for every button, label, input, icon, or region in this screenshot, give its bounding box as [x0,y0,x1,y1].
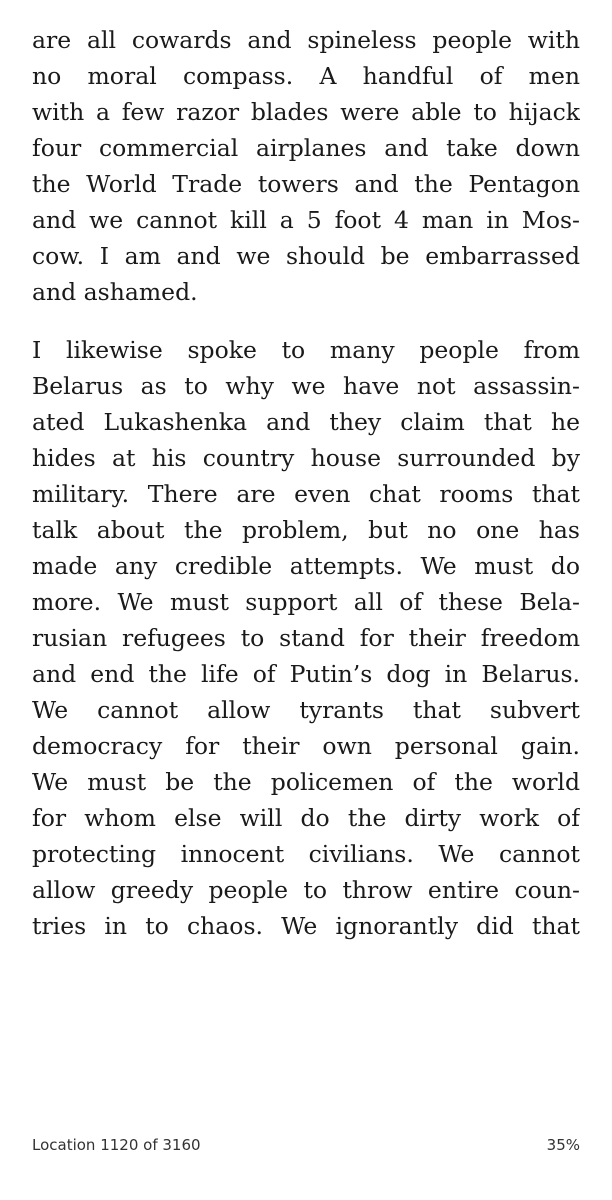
paragraph-2 [32,332,580,944]
text-line: four commercial airplanes and take down [32,134,580,162]
text-line: are all cowards and spineless people with [32,26,580,54]
text-line: military. There are even chat rooms that [32,480,580,508]
text-line: and we cannot kill a 5 foot 4 man in Mos- [32,206,580,234]
page-body-text [32,22,580,944]
text-line: no moral compass. A handful of men [32,62,580,90]
location-indicator[interactable]: Location 1120 of 3160 [32,1136,201,1154]
text-line: talk about the problem, but no one has [32,516,580,544]
text-line: ated Lukashenka and they claim that he [32,408,580,436]
paragraph-1 [32,22,580,310]
text-line: We cannot allow tyrants that subvert [32,696,580,724]
reading-progress-footer [32,1136,580,1160]
text-line: cow. I am and we should be embarrassed [32,242,580,270]
text-line: and ashamed. [32,278,198,306]
text-line: made any credible attempts. We must do [32,552,580,580]
text-line: hides at his country house surrounded by [32,444,580,472]
text-line: Belarus as to why we have not assassin- [32,372,580,400]
paragraph-spacer [32,310,580,332]
text-line: allow greedy people to throw entire coun- [32,876,580,904]
text-line: more. We must support all of these Bela- [32,588,580,616]
text-line: rusian refugees to stand for their freedom [32,624,580,652]
text-line: tries in to chaos. We ignorantly did that [32,912,580,940]
text-line: We must be the policemen of the world [32,768,580,796]
text-line: with a few razor blades were able to hijack [32,98,580,126]
text-line: for whom else will do the dirty work of [32,804,580,832]
text-line: democracy for their own personal gain. [32,732,580,760]
text-line: I likewise spoke to many people from [32,336,580,364]
text-line: protecting innocent civilians. We cannot [32,840,580,868]
percent-read-indicator: 35% [546,1136,580,1154]
text-line: the World Trade towers and the Pentagon [32,170,580,198]
text-line: and end the life of Putin’s dog in Belarus. [32,660,580,688]
